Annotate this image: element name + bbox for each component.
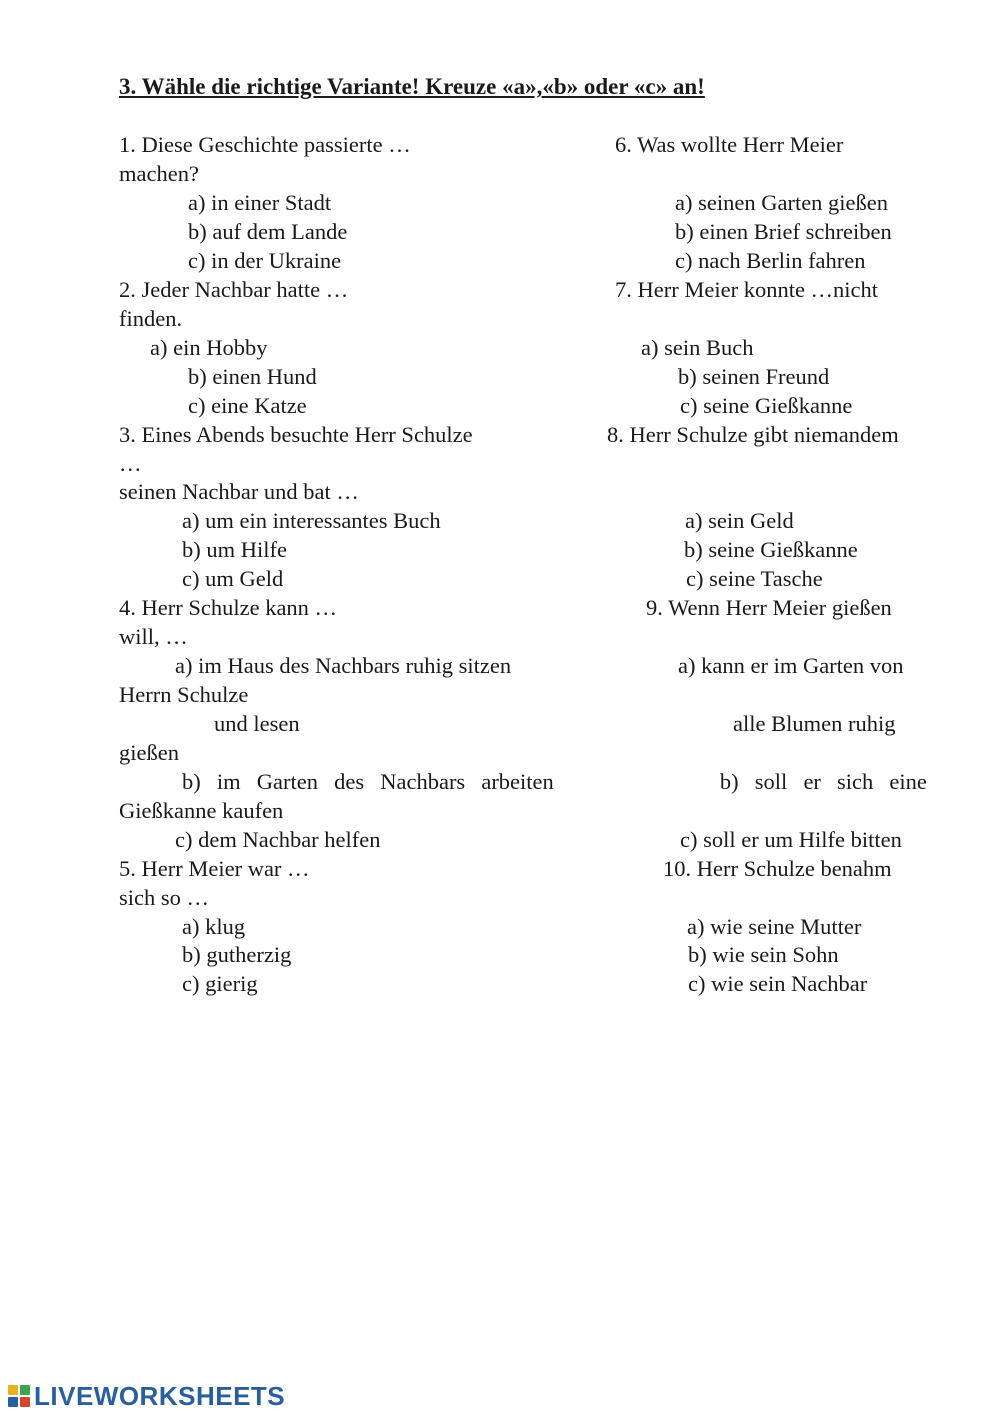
answer-2c[interactable]: c) eine Katze xyxy=(188,393,307,418)
question-7-continuation: finden. xyxy=(119,306,183,331)
word: eine xyxy=(889,769,927,794)
answer-10a[interactable]: a) wie seine Mutter xyxy=(687,914,862,939)
exercise-heading: 3. Wähle die richtige Variante! Kreuze «a»,«b» oder «c» an! xyxy=(119,74,705,99)
question-9: 9. Wenn Herr Meier gießen xyxy=(646,595,892,620)
logo-square xyxy=(8,1397,18,1407)
answer-7a[interactable]: a) sein Buch xyxy=(641,335,754,360)
question-9-continuation: will, … xyxy=(119,624,188,649)
word: b) xyxy=(182,769,201,794)
answer-2b[interactable]: b) einen Hund xyxy=(188,364,317,389)
logo-square xyxy=(8,1385,18,1395)
answer-8b[interactable]: b) seine Gießkanne xyxy=(684,537,858,562)
word: des xyxy=(334,769,365,794)
answer-6c[interactable]: c) nach Berlin fahren xyxy=(675,248,866,273)
answer-6b[interactable]: b) einen Brief schreiben xyxy=(675,219,892,244)
question-3: 3. Eines Abends besuchte Herr Schulze xyxy=(119,422,473,447)
answer-4c[interactable]: c) dem Nachbar helfen xyxy=(175,827,381,852)
word: Nachbars xyxy=(380,769,466,794)
answer-3b[interactable]: b) um Hilfe xyxy=(182,537,287,562)
word: b) xyxy=(719,769,739,794)
answer-5c[interactable]: c) gierig xyxy=(182,971,258,996)
question-3-continuation: seinen Nachbar und bat … xyxy=(119,479,359,504)
answer-9a-continuation: Herrn Schulze xyxy=(119,682,249,707)
answer-9a-continuation-3: gießen xyxy=(119,740,179,765)
logo-square xyxy=(20,1385,30,1395)
question-6: 6. Was wollte Herr Meier xyxy=(615,132,844,157)
question-6-continuation: machen? xyxy=(119,161,199,186)
answer-7b[interactable]: b) seinen Freund xyxy=(678,364,830,389)
answer-1b[interactable]: b) auf dem Lande xyxy=(188,219,348,244)
answer-4b-9b-line[interactable] xyxy=(182,767,927,796)
answer-9a-continuation-2: alle Blumen ruhig xyxy=(733,711,896,736)
answer-1a[interactable]: a) in einer Stadt xyxy=(188,190,332,215)
word: arbeiten xyxy=(481,769,554,794)
answer-3a[interactable]: a) um ein interessantes Buch xyxy=(182,508,441,533)
answer-10b[interactable]: b) wie sein Sohn xyxy=(688,942,839,967)
answer-9c[interactable]: c) soll er um Hilfe bitten xyxy=(680,827,902,852)
question-2: 2. Jeder Nachbar hatte … xyxy=(119,277,349,302)
brand-name: LIVEWORKSHEETS xyxy=(34,1380,286,1411)
answer-5b[interactable]: b) gutherzig xyxy=(182,942,292,967)
question-4: 4. Herr Schulze kann … xyxy=(119,595,338,620)
footer-logo[interactable] xyxy=(8,1379,285,1413)
word: soll xyxy=(754,769,788,794)
question-8-continuation: … xyxy=(119,451,142,476)
liveworksheets-logo-icon xyxy=(8,1385,30,1407)
word: sich xyxy=(837,769,874,794)
word: er xyxy=(803,769,821,794)
question-5: 5. Herr Meier war … xyxy=(119,856,310,881)
question-8: 8. Herr Schulze gibt niemandem xyxy=(607,422,899,447)
word: im xyxy=(216,769,241,794)
question-10-continuation: sich so … xyxy=(119,885,209,910)
answer-4a-continuation: und lesen xyxy=(214,711,300,736)
answer-3c[interactable]: c) um Geld xyxy=(182,566,284,591)
question-1: 1. Diese Geschichte passierte … xyxy=(119,132,411,157)
answer-6a[interactable]: a) seinen Garten gießen xyxy=(675,190,889,215)
answer-2a[interactable]: a) ein Hobby xyxy=(150,335,268,360)
answer-1c[interactable]: c) in der Ukraine xyxy=(188,248,342,273)
answer-8c[interactable]: c) seine Tasche xyxy=(686,566,823,591)
word: Garten xyxy=(256,769,318,794)
answer-9a[interactable]: a) kann er im Garten von xyxy=(678,653,904,678)
answer-8a[interactable]: a) sein Geld xyxy=(685,508,794,533)
answer-9b-continuation: Gießkanne kaufen xyxy=(119,798,284,823)
answer-5a[interactable]: a) klug xyxy=(182,914,246,939)
question-7: 7. Herr Meier konnte …nicht xyxy=(615,277,879,302)
logo-square xyxy=(20,1397,30,1407)
answer-10c[interactable]: c) wie sein Nachbar xyxy=(688,971,868,996)
question-10: 10. Herr Schulze benahm xyxy=(663,856,892,881)
answer-4a[interactable]: a) im Haus des Nachbars ruhig sitzen xyxy=(175,653,512,678)
answer-7c[interactable]: c) seine Gießkanne xyxy=(680,393,853,418)
